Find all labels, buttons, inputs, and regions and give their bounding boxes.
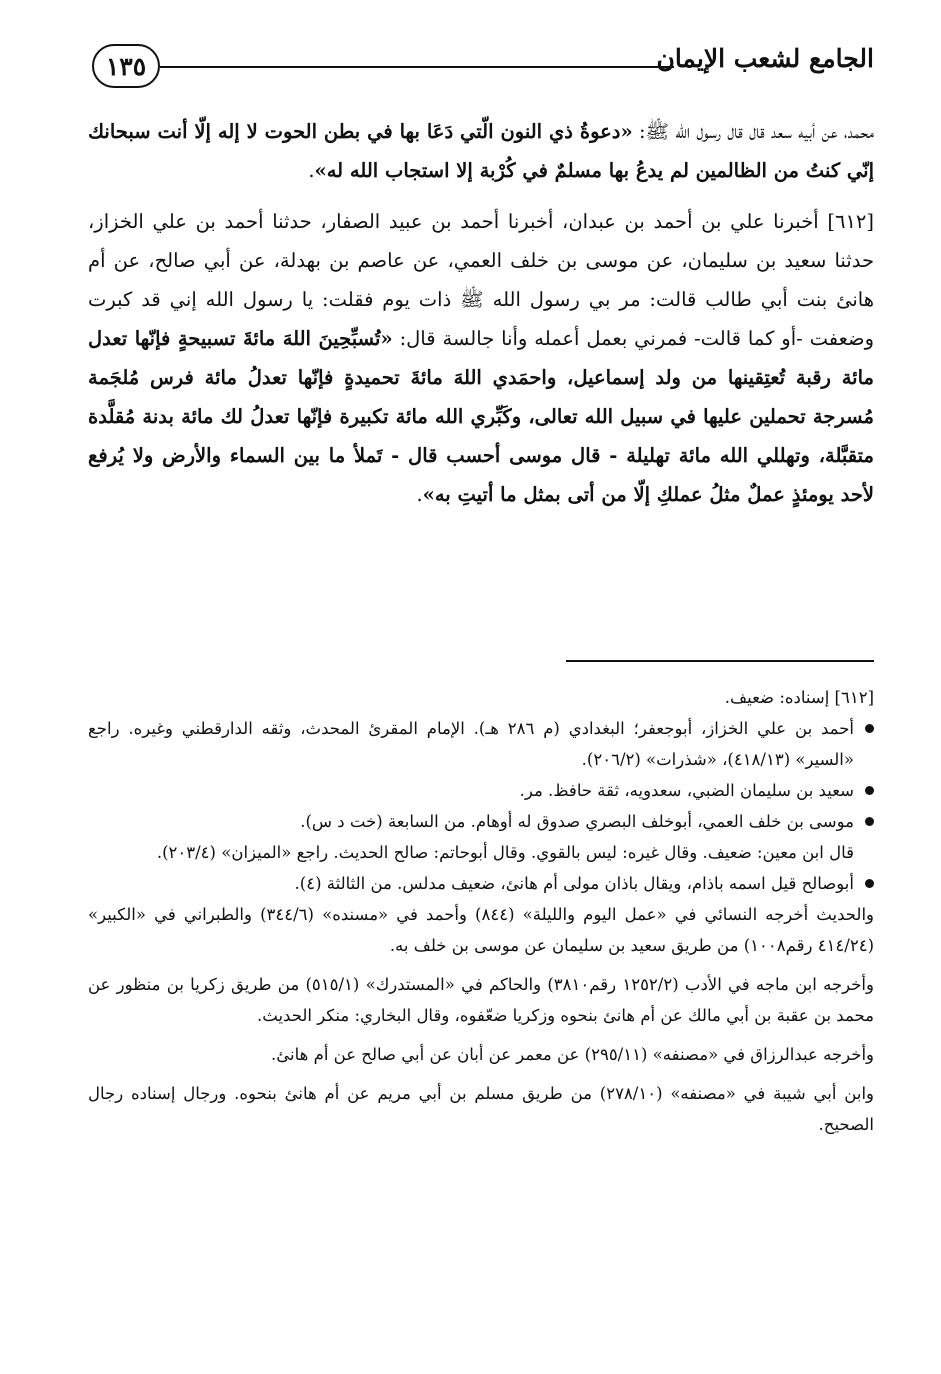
isnad-text: [٦١٢] أخبرنا علي بن أحمد بن عبدان، أخبرنا أحمد بن عبيد الصفار، حدثنا أحمد بن علي الخزاز، حدثنا سعيد بن سليمان، عن موسى بن خلف العمي، عن عاصم بن بهدلة، عن أبي صالح، عن أم هانئ بنت أبي طالب قالت: مر بي رسول الله ﷺ ذات يوم فقلت: يا رسول الله إني قد كبرت وضعفت -أو كما قالت- فمرني بعمل أعمله وأنا جالسة قال: (88, 210, 874, 350)
bullet-icon (865, 786, 874, 795)
period: . (308, 159, 315, 182)
bullet-icon (865, 817, 874, 826)
narrator-note (88, 713, 874, 775)
page-number: ١٣٥ (92, 44, 160, 88)
header-rule (160, 66, 674, 68)
narrator-note-text: أحمد بن علي الخزاز، أبوجعفر؛ البغدادي (م ٢٨٦ هـ). الإمام المقرئ المحدث، وثقه الدارقطني وغيره. راجع «السير» (٤١٨/١٣)، «شذرات» (٢٠٦/٢). (88, 719, 854, 769)
page-header (92, 36, 874, 98)
footnote-heading: [٦١٢] إسناده: ضعيف. (724, 688, 874, 707)
bullet-icon (865, 724, 874, 733)
hadith-text: «تُسبِّحِينَ اللهَ مائةَ تسبيحةٍ فإنّها تعدل مائة رقبة تُعتِقينها من ولد إسماعيل، واحمَدي اللهَ مائةَ تحميدةٍ فإنّها تعدلُ مائة فرس مُلجَمة مُسرجة تحملين عليها في سبيل الله تعالى، وكَبِّري الله مائة تكبيرة فإنّها تعدلُ لك مائة بدنة مُقلَّدة متقبَّلة، وتهللي الله مائة تهليلة - قال موسى أحسب قال - تَملأ ما بين السماء والأرض ولا يُرفع لأحد يومئذٍ عملٌ مثلُ عملكِ إلّا من أتى بمثل ما أتيتِ به» (88, 327, 874, 506)
takhrij-note: وأخرجه عبدالرزاق في «مصنفه» (٢٩٥/١١) عن معمر عن أبان عن أبي صالح عن أم هانئ. (271, 1045, 874, 1064)
bullet-icon (865, 879, 874, 888)
takhrij-note: وأخرجه ابن ماجه في الأدب (١٢٥٢/٢ رقم٣٨١٠) والحاكم في «المستدرك» (٥١٥/١) من طريق زكريا بن منظور عن محمد بن عقبة بن أبي مالك عن أم هانئ بنحوه وزكريا ضعّفوه، وقال البخاري: منكر الحديث. (88, 975, 874, 1025)
narrator-note-text: موسى بن خلف العمي، أبوخلف البصري صدوق له أوهام. من السابعة (خت د س). (300, 812, 854, 831)
footnote-separator (566, 660, 874, 662)
takhrij-note: وابن أبي شيبة في «مصنفه» (٢٧٨/١٠) من طريق مسلم بن أبي مريم عن أم هانئ بنحوه. ورجال إسناده رجال الصحيح. (88, 1084, 874, 1134)
paragraph-hadith-612 (88, 202, 874, 514)
narrator-note-text: سعيد بن سليمان الضبي، سعدويه، ثقة حافظ. مر. (519, 781, 854, 800)
period: . (416, 483, 423, 506)
footnotes (88, 682, 874, 1140)
narrator-note-text: أبوصالح قيل اسمه باذام، ويقال باذان مولى أم هانئ، ضعيف مدلس. من الثالثة (٤). (294, 874, 854, 893)
isnad-text: محمد، عن أبيه سعد قال قال رسول الله ﷺ: (632, 120, 874, 143)
narrator-note (88, 775, 874, 806)
takhrij-note: والحديث أخرجه النسائي في «عمل اليوم والليلة» (٨٤٤) وأحمد في «مسنده» (٣٤٤/٦) والطبراني في «الكبير» (٤١٤/٢٤ رقم١٠٠٨) من طريق سعيد بن سليمان عن موسى بن خلف به. (88, 905, 874, 955)
narrator-note-continuation: قال ابن معين: ضعيف. وقال غيره: ليس بالقوي. وقال أبوحاتم: صالح الحديث. راجع «الميزان» (٢٠٣/٤). (156, 843, 854, 862)
running-title: الجامع لشعب الإيمان (656, 44, 874, 73)
paragraph-continuation (88, 112, 874, 190)
narrator-note (88, 868, 874, 899)
narrator-note (88, 806, 874, 837)
hadith-text: «دعوةُ ذي النون الّتي دَعَا بها في بطن الحوت لا إله إلّا أنت سبحانك إنّي كنتُ من الظالمين لم يدعُ بها مسلمٌ في كُرْبة إلا استجاب الله له» (88, 120, 874, 182)
main-text (88, 112, 874, 514)
